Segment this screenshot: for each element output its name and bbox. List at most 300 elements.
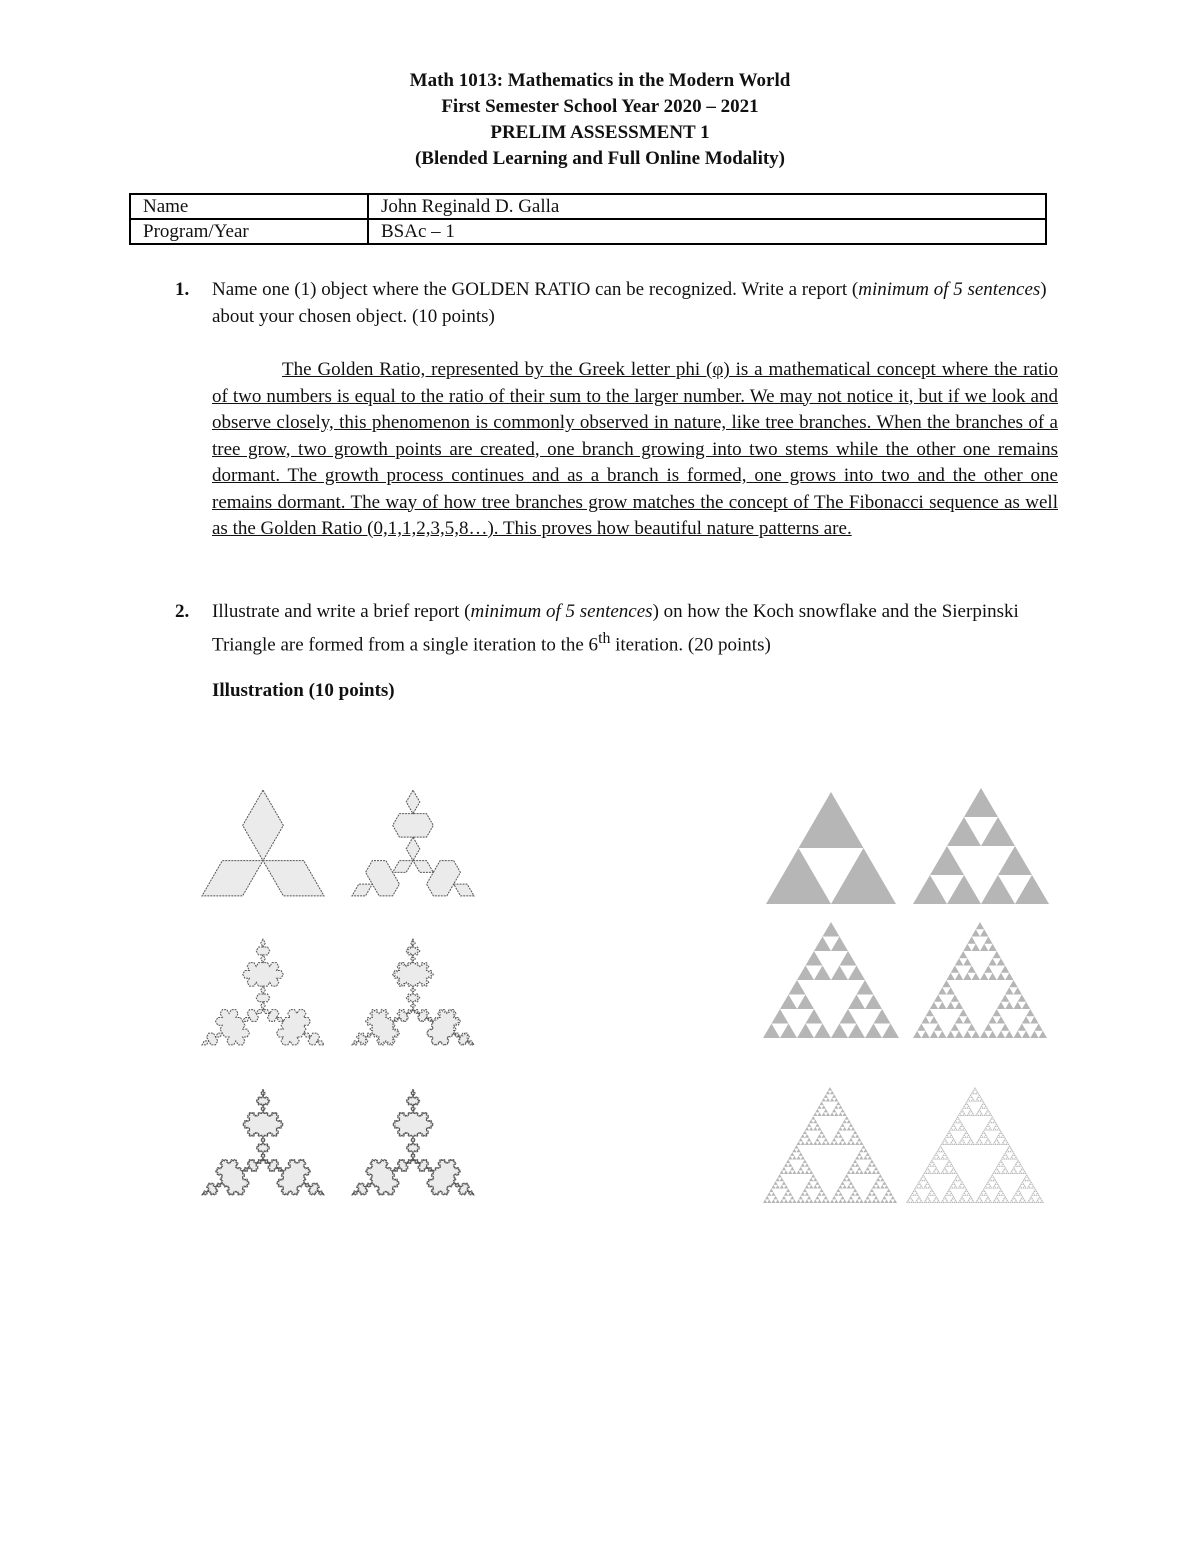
sierpinski-cell	[951, 1183, 953, 1185]
question-1	[175, 276, 1060, 330]
sierpinski-cell	[831, 966, 848, 981]
sierpinski-cell	[1005, 1201, 1007, 1203]
sierpinski-cell	[789, 980, 806, 995]
sierpinski-cell	[868, 1156, 872, 1160]
sierpinski-cell	[988, 1125, 990, 1127]
sierpinski-cell	[978, 1196, 980, 1198]
sierpinski-cell	[985, 1185, 987, 1187]
sierpinski-cell	[998, 1134, 1000, 1136]
sierpinski-cell	[986, 1107, 988, 1109]
sierpinski-cell	[1030, 1181, 1032, 1183]
sierpinski-cell	[934, 1198, 936, 1200]
sierpinski-cell	[994, 1140, 996, 1142]
sierpinski-cell	[934, 1024, 942, 1031]
sierpinski-cell	[998, 1199, 1000, 1201]
sierpinski-cell	[977, 1100, 979, 1102]
sierpinski-cell	[963, 1141, 965, 1143]
koch-outline	[352, 939, 474, 1045]
sierpinski-cell	[973, 1201, 975, 1203]
sierpinski-cell	[949, 1161, 951, 1163]
sierpinski-cell	[807, 1181, 811, 1185]
sierpinski-cell	[972, 929, 980, 936]
sierpinski-cell	[1038, 1194, 1040, 1196]
sierpinski-cell	[992, 1118, 994, 1120]
sierpinski-cell	[921, 1179, 923, 1181]
name-label: Name	[130, 194, 368, 219]
sierpinski-cell	[864, 1199, 868, 1203]
sierpinski-cell	[932, 1201, 934, 1203]
sierpinski-cell	[930, 1201, 932, 1203]
sierpinski-cell	[1005, 973, 1013, 980]
sierpinski-cell	[803, 1160, 807, 1164]
sierpinski-cell	[953, 1187, 955, 1189]
sierpinski-cell	[962, 1129, 964, 1131]
sierpinski-cell	[926, 1009, 934, 1016]
sierpinski-cell	[936, 1154, 938, 1156]
sierpinski-cell	[840, 1196, 844, 1200]
sierpinski-cell	[985, 1141, 987, 1143]
sierpinski-cell	[832, 1196, 836, 1200]
sierpinski-cell	[999, 1194, 1001, 1196]
sierpinski-cell	[780, 1178, 784, 1182]
sierpinski-cell	[960, 1183, 962, 1185]
sierpinski-cell	[834, 1192, 838, 1196]
superscript: th	[598, 630, 611, 647]
sierpinski-cell	[967, 1105, 969, 1107]
sierpinski-cell	[960, 1140, 962, 1142]
sierpinski-cell	[980, 1098, 982, 1100]
sierpinski-cell	[1006, 1149, 1008, 1151]
sierpinski-cell	[820, 1102, 824, 1106]
sierpinski-cell	[947, 987, 955, 994]
sierpinski-cell	[916, 1192, 918, 1194]
sierpinski-cell	[989, 1178, 991, 1180]
sierpinski-cell	[977, 1114, 979, 1116]
sierpinski-cell	[945, 1140, 947, 1142]
sierpinski-cell	[814, 966, 831, 981]
sierpinski-cell	[979, 1100, 981, 1102]
sierpinski-cell	[942, 1149, 944, 1151]
sierpinski-cell	[985, 1192, 987, 1194]
sierpinski-cell	[967, 937, 975, 944]
sierpinski-cell	[1001, 1161, 1003, 1163]
sierpinski-cell	[865, 1024, 882, 1039]
sierpinski-cell	[993, 951, 1001, 958]
question-text	[212, 598, 1060, 658]
sierpinski-cell	[967, 1199, 969, 1201]
sierpinski-cell	[964, 1132, 966, 1134]
sierpinski-cell	[992, 1143, 994, 1145]
sierpinski-cell	[817, 1192, 821, 1196]
sierpinski-cell	[930, 1172, 932, 1174]
sierpinski-cell	[1003, 1154, 1005, 1156]
sierpinski-cell	[1024, 1170, 1026, 1172]
sierpinski-cell	[868, 1170, 872, 1174]
sierpinski-cell	[874, 1167, 878, 1171]
sierpinski-cell	[859, 1156, 863, 1160]
sierpinski-cell	[1011, 1149, 1013, 1151]
sierpinski-cell	[855, 1134, 859, 1138]
sierpinski-cell	[917, 1187, 919, 1189]
sierpinski-cell	[969, 1136, 971, 1138]
sierpinski-cell	[967, 966, 975, 973]
sierpinski-cell	[975, 1114, 977, 1116]
sierpinski-cell	[931, 1160, 933, 1162]
sierpinski-cell	[788, 1163, 792, 1167]
sierpinski-cell	[945, 1154, 947, 1156]
sierpinski-cell	[914, 1189, 916, 1191]
sierpinski-cell	[955, 1178, 957, 1180]
sierpinski-cell	[936, 1158, 938, 1160]
sierpinski-cell	[915, 1194, 917, 1196]
sierpinski-cell	[912, 1190, 914, 1192]
sierpinski-cell	[977, 1143, 979, 1145]
sierpinski-cell	[978, 1138, 980, 1140]
sierpinski-cell	[1014, 1165, 1016, 1167]
sierpinski-cell	[969, 1140, 971, 1142]
sierpinski-cell	[963, 1127, 965, 1129]
sierpinski-cell	[830, 1112, 834, 1116]
sierpinski-cell	[1010, 1158, 1012, 1160]
sierpinski-cell	[987, 1109, 989, 1111]
sierpinski-cell	[780, 1199, 784, 1203]
sierpinski-cell	[801, 1199, 805, 1203]
sierpinski-cell	[997, 1194, 999, 1196]
sierpinski-cell	[932, 1190, 934, 1192]
sierpinski-cell	[1022, 1002, 1030, 1009]
sierpinski-cell	[815, 1138, 819, 1142]
sierpinski-cell	[953, 1201, 955, 1203]
sierpinski-cell	[942, 1141, 944, 1143]
sierpinski-cell	[813, 1141, 817, 1145]
sierpinski-cell	[961, 1138, 963, 1140]
sierpinski-cell	[784, 1185, 788, 1189]
sierpinski-cell	[993, 1009, 1001, 1016]
sierpinski-cell	[950, 1127, 952, 1129]
sierpinski-cell	[847, 1185, 851, 1189]
sierpinski-cell	[989, 1120, 991, 1122]
sierpinski-cell	[848, 966, 865, 981]
sierpinski-cell	[1004, 1167, 1006, 1169]
sierpinski-cell	[925, 1183, 927, 1185]
sierpinski-cell	[947, 1190, 949, 1192]
sierpinski-cell	[801, 1156, 805, 1160]
sierpinski-cell	[1028, 1178, 1030, 1180]
sierpinski-cell	[1005, 1002, 1013, 1009]
sierpinski-cell	[969, 1096, 971, 1098]
sierpinski-cell	[959, 1127, 961, 1129]
sierpinski-cell	[963, 1185, 965, 1187]
sierpinski-cell	[969, 1111, 971, 1113]
sierpinski-cell	[882, 1196, 886, 1200]
sierpinski-cell	[995, 1181, 997, 1183]
sierpinski-cell	[979, 1096, 981, 1098]
sierpinski-cell	[876, 1199, 880, 1203]
sierpinski-cell	[962, 1187, 964, 1189]
sierpinski-cell	[801, 1141, 805, 1145]
sierpinski-cell	[928, 1169, 930, 1171]
sierpinski-cell	[943, 1158, 945, 1160]
sierpinski-cell	[1025, 1176, 1027, 1178]
sierpinski-cell	[1013, 1196, 1015, 1198]
sierpinski-cell	[993, 1199, 995, 1201]
sierpinski-cell	[826, 1199, 830, 1203]
sierpinski-cell	[805, 1170, 809, 1174]
sierpinski-cell	[976, 1098, 978, 1100]
sierpinski-cell	[998, 1163, 1000, 1165]
sierpinski-cell	[1022, 1016, 1030, 1023]
sierpinski-cell	[945, 1172, 947, 1174]
sierpinski-cell	[947, 1201, 949, 1203]
sierpinski-cell	[1005, 1143, 1007, 1145]
sierpinski-cell	[986, 1198, 988, 1200]
sierpinski-cell	[942, 1199, 944, 1201]
sierpinski-cell	[933, 1163, 935, 1165]
sierpinski-cell	[1010, 1147, 1012, 1149]
sierpinski-cell	[987, 1196, 989, 1198]
sierpinski-cell	[797, 1199, 801, 1203]
sierpinski-cell	[782, 1181, 786, 1185]
sierpinski-cell	[1005, 1172, 1007, 1174]
sierpinski-cell	[1027, 1179, 1029, 1181]
question-emphasis: minimum of 5 sentences	[858, 279, 1041, 300]
sierpinski-cell	[1006, 1156, 1008, 1158]
sierpinski-cell	[884, 1192, 888, 1196]
sierpinski-cell	[979, 1194, 981, 1196]
sierpinski-cell	[790, 1167, 794, 1171]
sierpinski-cell	[953, 1129, 955, 1131]
sierpinski-cell	[1003, 1201, 1005, 1203]
sierpinski-cell	[872, 1199, 876, 1203]
sierpinski-cell	[1024, 1185, 1026, 1187]
sierpinski-cell	[830, 1098, 834, 1102]
sierpinski-cell	[1022, 1169, 1024, 1171]
sierpinski-cell	[947, 1002, 955, 1009]
sierpinski-cell	[980, 1134, 982, 1136]
sierpinski-cell	[988, 1111, 990, 1113]
sierpinski-cell	[799, 1152, 803, 1156]
sierpinski-cell	[963, 973, 971, 980]
sierpinski-cell	[994, 1179, 996, 1181]
sierpinski-cell	[999, 1190, 1001, 1192]
sierpinski-cell	[925, 1198, 927, 1200]
sierpinski-cell	[947, 1194, 949, 1196]
sierpinski-cell	[843, 1127, 847, 1131]
sierpinski-cell	[809, 1120, 813, 1124]
sierpinski-cell	[1014, 1172, 1016, 1174]
sierpinski-cell	[813, 1199, 817, 1203]
sierpinski-cell	[872, 1170, 876, 1174]
sierpinski-cell	[919, 1187, 921, 1189]
sierpinski-cell	[966, 1190, 968, 1192]
sierpinski-cell	[979, 1114, 981, 1116]
sierpinski-cell	[975, 1092, 977, 1094]
sierpinski-cell	[985, 1105, 987, 1107]
sierpinski-cell	[979, 1198, 981, 1200]
sierpinski-cell	[805, 1127, 809, 1131]
sierpinski-cell	[1039, 1196, 1041, 1198]
sierpinski-cell	[984, 1187, 986, 1189]
sierpinski-cell	[813, 1112, 817, 1116]
sierpinski-cell	[840, 1009, 857, 1024]
sierpinski-cell	[992, 1201, 994, 1203]
sierpinski-cell	[941, 1172, 943, 1174]
sierpinski-cell	[1016, 1194, 1018, 1196]
sierpinski-cell	[920, 1199, 922, 1201]
sierpinski-cell	[1013, 1152, 1015, 1154]
sierpinski-cell	[1011, 1156, 1013, 1158]
sierpinski-cell	[978, 1109, 980, 1111]
sierpinski-cell	[960, 1129, 962, 1131]
sierpinski-cell	[997, 1136, 999, 1138]
sierpinski-cell	[993, 1170, 995, 1172]
sierpinski-cell	[884, 1199, 888, 1203]
sierpinski-cell	[976, 1199, 978, 1201]
sierpinski-cell	[951, 1125, 953, 1127]
sierpinski-cell	[817, 1112, 821, 1116]
sierpinski-cell	[874, 1196, 878, 1200]
sierpinski-cell	[967, 1141, 969, 1143]
sierpinski-cell	[997, 1187, 999, 1189]
table-row	[130, 194, 1046, 219]
sierpinski-cell	[949, 1190, 951, 1192]
sierpinski-cell	[955, 1199, 957, 1201]
sierpinski-cell	[972, 1031, 980, 1038]
sierpinski-cell	[947, 817, 981, 846]
sierpinski-cell	[1033, 1201, 1035, 1203]
sierpinski-cell	[889, 1199, 893, 1203]
sierpinski-cell	[955, 1002, 963, 1009]
sierpinski-cell	[1003, 1158, 1005, 1160]
sierpinski-cell	[997, 1172, 999, 1174]
sierpinski-cell	[981, 1201, 983, 1203]
sierpinski-cell	[834, 1199, 838, 1203]
sierpinski-cell	[780, 1024, 797, 1039]
sierpinski-cell	[1003, 1169, 1005, 1171]
sierpinski-cell	[918, 1181, 920, 1183]
sierpinski-cell	[960, 1121, 962, 1123]
sierpinski-cell	[933, 1192, 935, 1194]
sierpinski-cell	[859, 1141, 863, 1145]
sierpinski-cell	[955, 1031, 963, 1038]
sierpinski-cell	[958, 1118, 960, 1120]
sierpinski-cell	[988, 1129, 990, 1131]
sierpinski-cell	[815, 1123, 819, 1127]
sierpinski-cell	[955, 1016, 963, 1023]
sierpinski-cell	[953, 1140, 955, 1142]
sierpinski-cell	[809, 1185, 813, 1189]
sierpinski-cell	[997, 1201, 999, 1203]
sierpinski-cell	[1029, 1183, 1031, 1185]
sierpinski-cell	[1022, 1198, 1024, 1200]
sierpinski-cell	[913, 1031, 921, 1038]
sierpinski-cell	[813, 1127, 817, 1131]
sierpinski-cell	[960, 1143, 962, 1145]
sierpinski-cell	[1019, 1170, 1021, 1172]
sierpinski-cell	[964, 1190, 966, 1192]
sierpinski-cell	[1018, 1165, 1020, 1167]
sierpinski-cell	[997, 973, 1005, 980]
koch-snowflake-4	[350, 919, 476, 1070]
sierpinski-cell	[964, 788, 998, 817]
sierpinski-cell	[986, 1140, 988, 1142]
sierpinski-cell	[766, 848, 831, 904]
sierpinski-cell	[1016, 1201, 1018, 1203]
sierpinski-cell	[910, 1201, 912, 1203]
sierpinski-cell	[782, 1167, 786, 1171]
sierpinski-cell	[809, 1178, 813, 1182]
sierpinski-cell	[1022, 1172, 1024, 1174]
sierpinski-cell	[806, 1009, 823, 1024]
sierpinski-cell	[919, 1201, 921, 1203]
sierpinski-cell	[953, 1121, 955, 1123]
sierpinski-cell	[880, 1185, 884, 1189]
question-text-part: Name one (1) object where the GOLDEN RATIO can be recognized. Write a report (	[212, 279, 859, 300]
sierpinski-cell	[1013, 1167, 1015, 1169]
sierpinski-cell	[1041, 1199, 1043, 1201]
sierpinski-cell	[945, 1136, 947, 1138]
sierpinski-cell	[1022, 1183, 1024, 1185]
sierpinski-cell	[847, 1141, 851, 1145]
sierpinski-cell	[958, 1129, 960, 1131]
sierpinski-cell	[983, 1131, 985, 1133]
sierpinski-cell	[872, 1185, 876, 1189]
sierpinski-cell	[1002, 1192, 1004, 1194]
sierpinski-cell	[1000, 1160, 1002, 1162]
sierpinski-cell	[995, 1196, 997, 1198]
sierpinski-cell	[920, 1185, 922, 1187]
sierpinski-cell	[910, 1198, 912, 1200]
sierpinski-cell	[972, 973, 980, 980]
sierpinski-cell	[937, 1170, 939, 1172]
sierpinski-cell	[961, 1181, 963, 1183]
sierpinski-cell	[949, 1194, 951, 1196]
sierpinski-cell	[943, 1140, 945, 1142]
sierpinski-cell	[939, 1145, 941, 1147]
sierpinski-cell	[953, 1172, 955, 1174]
sierpinski-cell	[1020, 1194, 1022, 1196]
sierpinski-cell	[1017, 1160, 1019, 1162]
sierpinski-cell	[999, 1132, 1001, 1134]
sierpinski-cell	[930, 1031, 938, 1038]
sierpinski-cell	[1003, 1140, 1005, 1142]
sierpinski-cell	[1015, 1192, 1017, 1194]
sierpinski-cell	[938, 1172, 940, 1174]
sierpinski-cell	[1020, 1172, 1022, 1174]
sierpinski-cell	[989, 1199, 991, 1201]
sierpinski-cell	[1014, 1201, 1016, 1203]
sierpinski-cell	[906, 1201, 908, 1203]
sierpinski-cell	[997, 1031, 1005, 1038]
sierpinski-cell	[989, 1141, 991, 1143]
sierpinski-cell	[964, 1103, 966, 1105]
sierpinski-cell	[988, 1031, 996, 1038]
sierpinski-cell	[990, 1179, 992, 1181]
sierpinski-cell	[979, 1107, 981, 1109]
sierpinski-cell	[950, 1141, 952, 1143]
sierpinski-cell	[981, 1132, 983, 1134]
sierpinski-cell	[836, 1131, 840, 1135]
sierpinski-cell	[965, 1131, 967, 1133]
sierpinski-cell	[889, 1192, 893, 1196]
sierpinski-cell	[934, 995, 942, 1002]
sierpinski-cell	[824, 1196, 828, 1200]
sierpinski-cell	[994, 1125, 996, 1127]
sierpinski-cell	[946, 1156, 948, 1158]
sierpinski-cell	[861, 1145, 865, 1149]
sierpinski-cell	[985, 1134, 987, 1136]
sierpinski-cell	[859, 1149, 863, 1153]
